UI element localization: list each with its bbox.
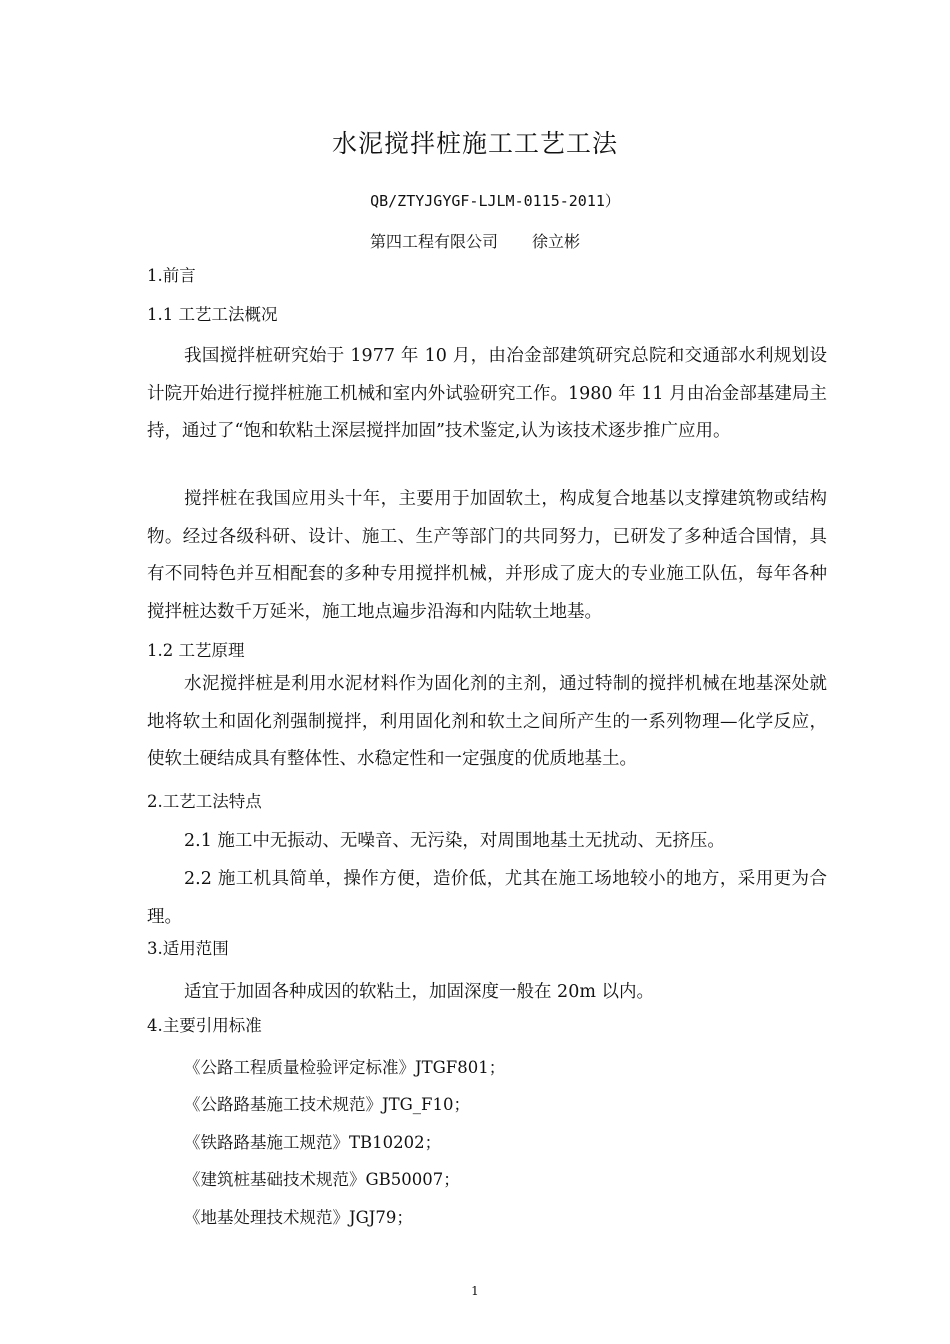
document-code: QB/ZTYJGYGF-LJLM-0115-2011） — [370, 192, 620, 210]
paragraph-feature-2: 2.2 施工机具简单，操作方便，造价低，尤其在施工场地较小的地方，采用更为合理。 — [147, 869, 827, 927]
standard-item: 《公路工程质量检验评定标准》JTGF801； — [184, 1058, 506, 1077]
paragraph-feature-1: 2.1 施工中无振动、无噪音、无污染，对周围地基土无扰动、无挤压。 — [184, 831, 725, 851]
page-number: 1 — [471, 1284, 479, 1298]
document-title: 水泥搅拌桩施工工艺工法 — [331, 129, 618, 158]
paragraph-overview-2: 搅拌桩在我国应用头十年，主要用于加固软土，构成复合地基以支撑建筑物或结构物。经过各级科研、设计、施工、生产等部门的共同努力，已研发了多种适合国情，具有不同特色并互相配套的多种专用搅拌机械，并形成了庞大的专业施工队伍，每年各种搅拌桩达数千万延米，施工地点遍步沿海和内陆软土地基。 — [147, 489, 827, 622]
paragraph-principle: 水泥搅拌桩是利用水泥材料作为固化剂的主剂，通过特制的搅拌机械在地基深处就地将软土和固化剂强制搅拌，利用固化剂和软土之间所产生的一系列物理—化学反应，使软土硬结成具有整体性、水稳定性和一定强度的优质地基土。 — [147, 674, 827, 769]
standard-item: 《建筑桩基础技术规范》GB50007； — [184, 1170, 460, 1189]
section-heading-1-1: 1.1 工艺工法概况 — [147, 305, 278, 324]
company-name: 第四工程有限公司 — [369, 232, 498, 251]
author-name: 徐立彬 — [532, 232, 581, 251]
standard-item: 《铁路路基施工规范》TB10202； — [184, 1133, 442, 1152]
standard-item: 《地基处理技术规范》JGJ79； — [184, 1208, 413, 1227]
section-heading-1: 1.前言 — [147, 266, 196, 285]
section-heading-1-2: 1.2 工艺原理 — [147, 641, 245, 660]
paragraph-overview-1: 我国搅拌桩研究始于 1977 年 10 月，由冶金部建筑研究总院和交通部水利规划设计院开始进行搅拌桩施工机械和室内外试验研究工作。1980 年 11 月由冶金部基建局主持，通过了“饱和软粘土深层搅拌加固”技术鉴定,认为该技术逐步推广应用。 — [147, 346, 827, 441]
standard-item: 《公路路基施工技术规范》JTG_F10； — [184, 1095, 470, 1114]
section-heading-4: 4.主要引用标准 — [147, 1016, 262, 1035]
author-line — [0, 229, 950, 252]
section-heading-3: 3.适用范围 — [147, 939, 229, 958]
paragraph-scope: 适宜于加固各种成因的软粘土，加固深度一般在 20m 以内。 — [184, 982, 654, 1002]
section-heading-2: 2.工艺工法特点 — [147, 792, 262, 811]
